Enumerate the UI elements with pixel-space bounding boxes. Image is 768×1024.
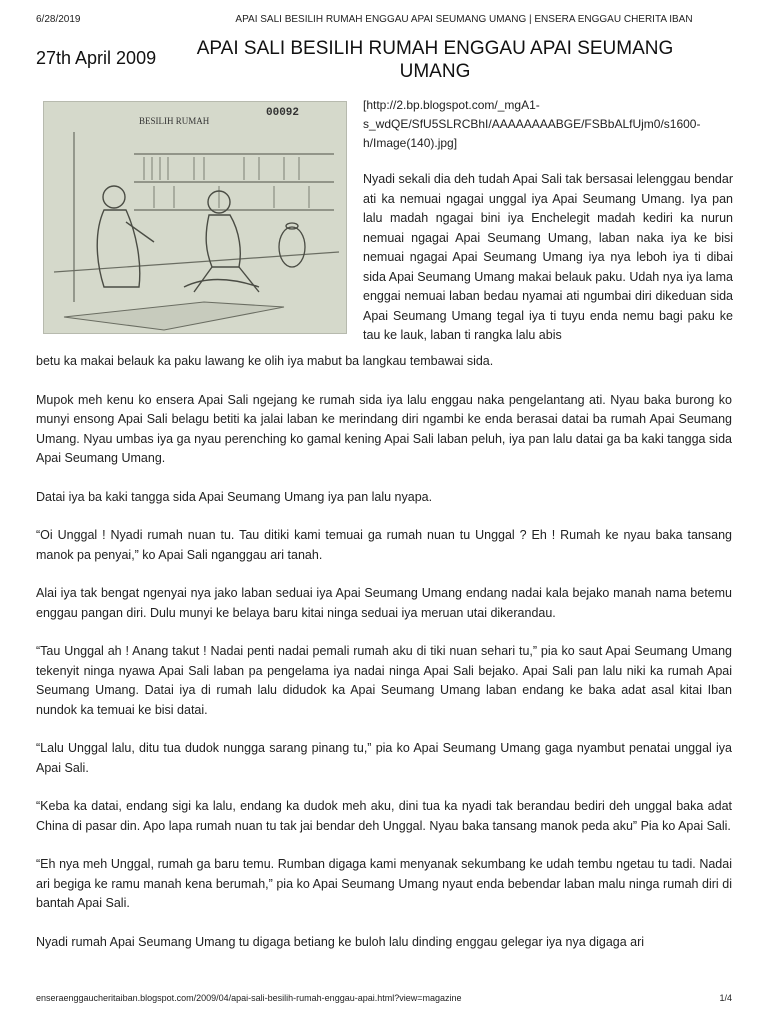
paragraph: betu ka makai belauk ka paku lawang ke olih iya mabut ba langkau tembawai sida. (36, 354, 494, 368)
article-body (36, 354, 732, 971)
intro-text (363, 170, 733, 346)
post-illustration[interactable] (43, 101, 347, 334)
paragraph: Datai iya ba kaki tangga sida Apai Seumang Umang iya pan lalu nyapa. (36, 489, 433, 504)
paragraph: “Lalu Unggal lalu, ditu tua dudok nungga sarang pinang tu,” pia ko Apai Seumang Umang gaga nyambut penatai unggal iya Apai Sali. (36, 741, 732, 775)
paragraph: Mupok meh kenu ko ensera Apai Sali ngejang ke rumah sida iya lalu enggau naka pengelantang ati. Nyau baka burong ko munyi ensong Apai Sali belagu betiti ka jalai laban ke merindang diri ngambi ke enda berasai datai ba rumah Apai Seumang Umang. Nyau umbas iya ga nyau perenching ko gamal kening Apai Sali laban peluh, iya pan lalu datai ga ba kaki tangga sida Apai Seumang Umang. (36, 392, 732, 465)
footer-url[interactable]: enseraenggaucheritaiban.blogspot.com/2009/04/apai-sali-besilih-rumah-enggau-apai.html?view=magazine (36, 993, 462, 1003)
paragraph: Alai iya tak bengat ngenyai nya jako laban seduai iya Apai Seumang Umang endang nadai kala bejako manah nama betemu enggau pangan diri. Dulu munyi ke belaya baru kitai ninga seduai iya meruan utai dikerandau. (36, 586, 732, 620)
post-date: 27th April 2009 (36, 48, 157, 68)
paragraph: “Tau Unggal ah ! Anang takut ! Nadai penti nadai pemali rumah aku di tiki nuan sehari tu,” pia ko saut Apai Seumang Umang tekenyit ninga nyawa Apai Sali laban pa pengelama iya nadai ninga Apai Sali bejako. Apai Sali pan lalu niki ka rumah Apai Seumang Umang. Datai iya di rumah lalu didudok ka Apai Seumang Umang laban endang ke baka adat asal kitai Iban nundok ka temuai ke bisi datai. (36, 644, 732, 717)
paragraph: “Keba ka datai, endang sigi ka lalu, endang ka dudok meh aku, dini tua ka nyadi tak berandau bediri deh unggal baka adat China di pasar din. Apo lapa rumah nuan tu tak jai bendar deh Unggal. Nyau baka tansang manok peda aku” Pia ko Apai Sali. (36, 799, 732, 833)
print-page-title: APAI SALI BESILIH RUMAH ENGGAU APAI SEUMANG UMANG | ENSERA ENGGAU CHERITA IBAN (235, 14, 693, 25)
print-date: 6/28/2019 (36, 14, 81, 25)
print-header (36, 14, 732, 28)
illustration-number: 00092 (266, 107, 300, 119)
image-url-link[interactable]: [http://2.bp.blogspot.com/_mgA1-s_wdQE/SfU5SLRCBhI/AAAAAAAABGE/FSBbALfUjm0/s1600-h/Image(140).jpg] (363, 98, 701, 150)
paragraph: Nyadi sekali dia deh tudah Apai Sali tak bersasai lelenggau bendar ati ka nemuai ngagai unggal iya Apai Seumang Umang. Iya pan lalu madah ngagai bini iya Enchelegit madah kediri ka nurun nemuai ngagai Apai Seumang Umang, laban naka iya ke bisi nemuai ngagai Apai Seumang Umang iya nya leboh iya ti dibai sida Apai Seumang Umang makai belauk paku. Udah nya iya lama enggai nemuai laban bedau nyamai ati ngumbai diri dikeduan sida Apai Seumang Umang tegal iya ti tuyu enda nemu bagi paku ke tau ke lauk, laban ti rangka lalu abis (363, 172, 733, 342)
post-title: APAI SALI BESILIH RUMAH ENGGAU APAI SEUMANG UMANG (196, 38, 674, 82)
paragraph: “Oi Unggal ! Nyadi rumah nuan tu. Tau ditiki kami temuai ga rumah nuan tu Unggal ? Eh ! Rumah ke nyau baka tansang manok pa penyai,” ko Apai Sali nganggau ari tanah. (36, 528, 732, 562)
paragraph: Nyadi rumah Apai Seumang Umang tu digaga betiang ke buloh lalu dinding enggau gelegar iya nya digaga ari (36, 934, 645, 949)
page-number: 1/4 (719, 993, 732, 1003)
print-footer (36, 993, 732, 1003)
paragraph: “Eh nya meh Unggal, rumah ga baru temu. Rumban digaga kami menyanak sekumbang ke udah tembu ngetau tu tadi. Nadai ari begiga ke ramu manah kena berumah,” pia ko Apai Seumang Umang nyaut enda bebendar laban malu ninga rumah diri di bantah Apai Sali. (36, 857, 732, 910)
illustration-caption: BESILIH RUMAH (139, 116, 210, 126)
sketch-drawing (44, 102, 346, 333)
